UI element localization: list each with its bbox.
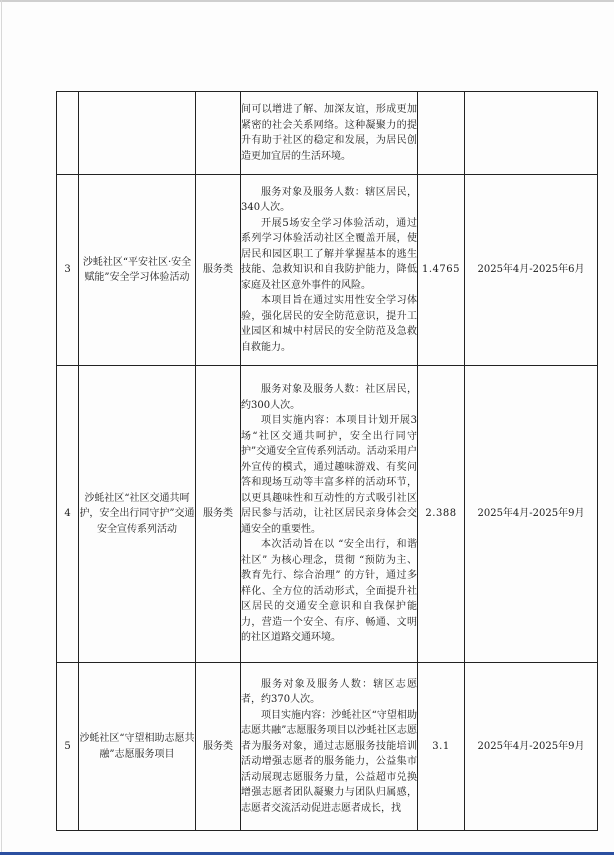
- project-name: 沙蚝社区“平安社区·安全赋能”安全学习体验活动: [79, 175, 196, 366]
- table-row: [57, 366, 598, 663]
- project-content: [241, 663, 418, 831]
- project-period: [465, 92, 598, 175]
- project-name: 沙蚝社区“社区交通共呵护，安全出行同守护”交通安全宣传系列活动: [79, 366, 196, 663]
- project-type: [196, 92, 241, 175]
- project-content: [241, 175, 418, 366]
- project-type: 服务类: [196, 366, 241, 663]
- project-content: [241, 92, 418, 175]
- row-number: [57, 92, 79, 175]
- project-type: 服务类: [196, 175, 241, 366]
- content-paragraph: 本次活动旨在以 “安全出行，和谐社区” 为核心理念，贯彻 “预防为主、教育先行、综合治理” 的方针，通过多样化、全方位的活动形式，全面提升社区居民的交通安全意识和自我保护能力，营造一个安全、有序、畅通、文明的社区道路交通环境。: [241, 539, 417, 644]
- content-paragraph: 服务对象及服务人数：辖区志愿者，约370人次。: [241, 678, 417, 706]
- project-period: 2025年4月-2025年6月: [465, 175, 598, 366]
- project-name: [79, 92, 196, 175]
- row-number: 4: [57, 366, 79, 663]
- project-amount: [418, 92, 465, 175]
- left-edge: [1, 0, 2, 855]
- content-paragraph: 项目实施内容：沙蚝社区“守望相助 志愿共融”志愿服务项目以沙蚝社区志愿者为服务对象，通过志愿服务技能培训活动增强志愿者的服务能力，公益集市活动展现志愿服务力量，公益超市兑换增强志愿者团队凝聚力与团队归属感，志愿者交流活动促进志愿者成长，找: [241, 709, 417, 814]
- content-paragraph: 本项目旨在通过实用性安全学习体验，强化居民的安全防范意识，提升工业园区和城中村居民的安全防范及急救自救能力。: [241, 295, 417, 353]
- content-paragraph: 间可以增进了解、加深友谊，形成更加紧密的社会关系网络。这种凝聚力的提升有助于社区的稳定和发展，为居民创造更加宜居的生活环境。: [241, 104, 417, 162]
- table-row: [57, 175, 598, 366]
- top-edge: [0, 0, 614, 2]
- project-amount: 2.388: [418, 366, 465, 663]
- row-number: 3: [57, 175, 79, 366]
- project-period: 2025年4月-2025年9月: [465, 663, 598, 831]
- project-name: 沙蚝社区“守望相助志愿共融”志愿服务项目: [79, 663, 196, 831]
- table-row: [57, 92, 598, 175]
- content-paragraph: 项目实施内容：本项目计划开展3场“社区交通共呵护，安全出行同守护”交通安全宣传系列活动。活动采用户外宣传的模式，通过趣味游戏、有奖问答和现场互动等丰富多样的活动环节，以更具趣味性和互动性的方式吸引社区居民参与活动，让社区居民亲身体会交通安全的重要性。: [241, 415, 417, 535]
- content-paragraph: 开展5场安全学习体验活动，通过系列学习体验活动社区全覆盖开展，使居民和园区职工了解并掌握基本的逃生技能、急救知识和自我防护能力，降低家庭及社区意外事件的风险。: [241, 217, 417, 291]
- row-number: 5: [57, 663, 79, 831]
- content-paragraph: 服务对象及服务人数：辖区居民，340人次。: [241, 186, 417, 214]
- content-paragraph: 服务对象及服务人数：社区居民，约300人次。: [241, 384, 417, 411]
- table-row: [57, 663, 598, 831]
- project-period: 2025年4月-2025年9月: [465, 366, 598, 663]
- project-amount: 3.1: [418, 663, 465, 831]
- project-table: [56, 91, 598, 831]
- project-amount: 1.4765: [418, 175, 465, 366]
- project-content: [241, 366, 418, 663]
- project-type: 服务类: [196, 663, 241, 831]
